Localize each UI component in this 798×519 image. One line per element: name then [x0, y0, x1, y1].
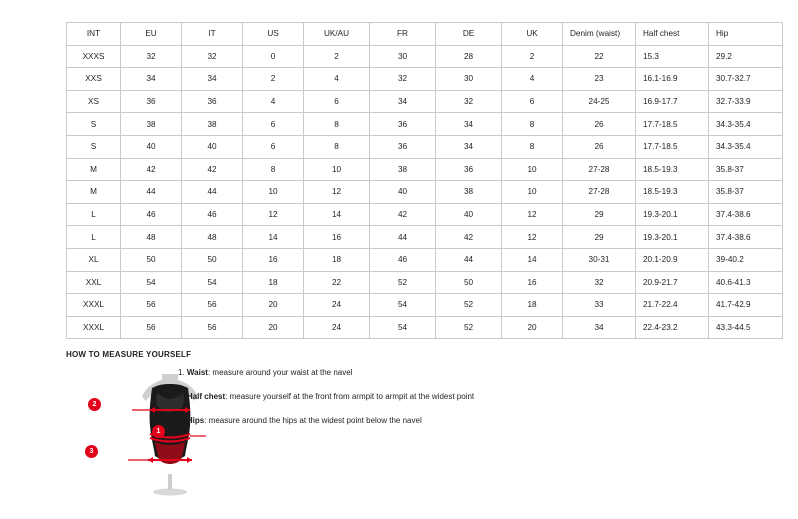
cell-uk: 4	[502, 68, 563, 91]
cell-it: 56	[182, 316, 243, 339]
table-row	[67, 90, 783, 113]
column-header-eu: EU	[121, 23, 182, 46]
instruction-term: Half chest	[186, 391, 226, 401]
cell-half-chest: 17.7-18.5	[636, 113, 709, 136]
column-header-uk: UK	[502, 23, 563, 46]
instruction-term: Waist	[186, 368, 208, 377]
cell-uk-au: 8	[304, 113, 370, 136]
callout-badge-3: 3	[85, 445, 98, 458]
cell-uk: 12	[502, 226, 563, 249]
cell-uk-au: 16	[304, 226, 370, 249]
cell-uk-au: 22	[304, 271, 370, 294]
size-chart-table-wrapper	[66, 22, 751, 339]
cell-uk: 20	[502, 316, 563, 339]
cell-half-chest: 18.5-19.3	[636, 181, 709, 204]
cell-hip: 30.7-32.7	[709, 68, 783, 91]
cell-denim-waist: 27-28	[563, 181, 636, 204]
cell-it: 38	[182, 113, 243, 136]
cell-int: XXXL	[67, 294, 121, 317]
cell-int: S	[67, 113, 121, 136]
table-row	[67, 158, 783, 181]
instruction-term: Hips	[186, 415, 205, 425]
measure-instructions	[178, 368, 598, 439]
column-header-denim-waist: Denim (waist)	[563, 23, 636, 46]
column-header-hip: Hip	[709, 23, 783, 46]
cell-hip: 37.4-38.6	[709, 226, 783, 249]
instruction-item-half-chest	[178, 392, 598, 403]
table-row	[67, 316, 783, 339]
cell-int: XL	[67, 248, 121, 271]
cell-half-chest: 17.7-18.5	[636, 135, 709, 158]
cell-denim-waist: 24-25	[563, 90, 636, 113]
cell-fr: 32	[370, 68, 436, 91]
cell-us: 12	[243, 203, 304, 226]
column-header-uk-au: UK/AU	[304, 23, 370, 46]
cell-eu: 56	[121, 294, 182, 317]
cell-us: 8	[243, 158, 304, 181]
cell-eu: 44	[121, 181, 182, 204]
cell-half-chest: 16.9-17.7	[636, 90, 709, 113]
cell-fr: 52	[370, 271, 436, 294]
cell-fr: 46	[370, 248, 436, 271]
cell-uk-au: 12	[304, 181, 370, 204]
cell-denim-waist: 34	[563, 316, 636, 339]
cell-de: 52	[436, 294, 502, 317]
column-header-us: US	[243, 23, 304, 46]
cell-half-chest: 16.1-16.9	[636, 68, 709, 91]
instruction-number: 1.	[178, 368, 185, 377]
table-row	[67, 45, 783, 68]
cell-denim-waist: 30-31	[563, 248, 636, 271]
column-header-half-chest: Half chest	[636, 23, 709, 46]
cell-it: 50	[182, 248, 243, 271]
cell-uk-au: 24	[304, 294, 370, 317]
cell-de: 32	[436, 90, 502, 113]
table-body	[67, 45, 783, 339]
column-header-int: INT	[67, 23, 121, 46]
how-to-measure-heading: HOW TO MEASURE YOURSELF	[66, 350, 192, 359]
cell-hip: 29.2	[709, 45, 783, 68]
cell-fr: 34	[370, 90, 436, 113]
cell-eu: 50	[121, 248, 182, 271]
cell-denim-waist: 23	[563, 68, 636, 91]
cell-it: 40	[182, 135, 243, 158]
table-row	[67, 248, 783, 271]
cell-uk: 18	[502, 294, 563, 317]
cell-fr: 42	[370, 203, 436, 226]
cell-denim-waist: 29	[563, 203, 636, 226]
cell-uk: 10	[502, 158, 563, 181]
cell-half-chest: 19.3-20.1	[636, 203, 709, 226]
cell-hip: 34.3-35.4	[709, 135, 783, 158]
cell-int: L	[67, 203, 121, 226]
cell-hip: 32.7-33.9	[709, 90, 783, 113]
column-header-de: DE	[436, 23, 502, 46]
cell-eu: 38	[121, 113, 182, 136]
cell-uk-au: 8	[304, 135, 370, 158]
cell-fr: 40	[370, 181, 436, 204]
table-row	[67, 135, 783, 158]
cell-eu: 46	[121, 203, 182, 226]
cell-hip: 35.8-37	[709, 181, 783, 204]
cell-it: 56	[182, 294, 243, 317]
cell-int: XXL	[67, 271, 121, 294]
cell-eu: 40	[121, 135, 182, 158]
cell-hip: 34.3-35.4	[709, 113, 783, 136]
cell-de: 40	[436, 203, 502, 226]
cell-denim-waist: 26	[563, 113, 636, 136]
cell-eu: 56	[121, 316, 182, 339]
cell-denim-waist: 27-28	[563, 158, 636, 181]
cell-uk-au: 24	[304, 316, 370, 339]
cell-int: XXS	[67, 68, 121, 91]
cell-uk-au: 14	[304, 203, 370, 226]
cell-us: 0	[243, 45, 304, 68]
cell-de: 28	[436, 45, 502, 68]
cell-de: 52	[436, 316, 502, 339]
cell-denim-waist: 33	[563, 294, 636, 317]
cell-us: 6	[243, 113, 304, 136]
cell-fr: 54	[370, 294, 436, 317]
cell-denim-waist: 32	[563, 271, 636, 294]
cell-half-chest: 18.5-19.3	[636, 158, 709, 181]
table-row	[67, 271, 783, 294]
cell-hip: 39-40.2	[709, 248, 783, 271]
cell-us: 18	[243, 271, 304, 294]
cell-de: 38	[436, 181, 502, 204]
instruction-number: 2.	[178, 391, 185, 401]
cell-half-chest: 19.3-20.1	[636, 226, 709, 249]
cell-int: S	[67, 135, 121, 158]
cell-de: 36	[436, 158, 502, 181]
table-row	[67, 181, 783, 204]
callout-badge-1: 1	[152, 425, 165, 438]
cell-hip: 35.8-37	[709, 158, 783, 181]
cell-us: 10	[243, 181, 304, 204]
cell-denim-waist: 22	[563, 45, 636, 68]
cell-uk: 16	[502, 271, 563, 294]
cell-it: 42	[182, 158, 243, 181]
instruction-text: : measure around your waist at the navel	[207, 368, 353, 377]
cell-hip: 40.6-41.3	[709, 271, 783, 294]
cell-fr: 30	[370, 45, 436, 68]
cell-it: 44	[182, 181, 243, 204]
cell-uk-au: 2	[304, 45, 370, 68]
cell-us: 6	[243, 135, 304, 158]
cell-us: 4	[243, 90, 304, 113]
cell-uk: 6	[502, 90, 563, 113]
table-header-row	[67, 23, 783, 46]
cell-uk-au: 10	[304, 158, 370, 181]
cell-int: XXXS	[67, 45, 121, 68]
cell-half-chest: 15.3	[636, 45, 709, 68]
cell-fr: 38	[370, 158, 436, 181]
cell-int: M	[67, 158, 121, 181]
cell-int: XS	[67, 90, 121, 113]
cell-fr: 36	[370, 113, 436, 136]
cell-de: 34	[436, 113, 502, 136]
column-header-it: IT	[182, 23, 243, 46]
table-row	[67, 203, 783, 226]
cell-int: XXXL	[67, 316, 121, 339]
instruction-item-waist	[178, 368, 598, 379]
table-row	[67, 294, 783, 317]
column-header-fr: FR	[370, 23, 436, 46]
table-row	[67, 226, 783, 249]
instruction-text: : measure yourself at the front from armpit to armpit at the widest point	[225, 391, 475, 401]
cell-uk: 2	[502, 45, 563, 68]
cell-us: 16	[243, 248, 304, 271]
cell-it: 34	[182, 68, 243, 91]
cell-hip: 43.3-44.5	[709, 316, 783, 339]
table-row	[67, 113, 783, 136]
cell-de: 50	[436, 271, 502, 294]
cell-it: 36	[182, 90, 243, 113]
cell-half-chest: 20.1-20.9	[636, 248, 709, 271]
cell-fr: 44	[370, 226, 436, 249]
cell-uk: 12	[502, 203, 563, 226]
cell-int: M	[67, 181, 121, 204]
cell-uk: 8	[502, 135, 563, 158]
cell-half-chest: 22.4-23.2	[636, 316, 709, 339]
cell-de: 42	[436, 226, 502, 249]
cell-eu: 48	[121, 226, 182, 249]
instruction-item-hips	[178, 416, 598, 427]
cell-half-chest: 20.9-21.7	[636, 271, 709, 294]
cell-it: 48	[182, 226, 243, 249]
cell-us: 14	[243, 226, 304, 249]
cell-uk-au: 18	[304, 248, 370, 271]
cell-denim-waist: 26	[563, 135, 636, 158]
table-row	[67, 68, 783, 91]
cell-de: 44	[436, 248, 502, 271]
cell-hip: 41.7-42.9	[709, 294, 783, 317]
cell-de: 34	[436, 135, 502, 158]
cell-eu: 32	[121, 45, 182, 68]
instruction-text: : measure around the hips at the widest point below the navel	[204, 415, 422, 425]
cell-uk-au: 4	[304, 68, 370, 91]
cell-it: 54	[182, 271, 243, 294]
cell-uk: 10	[502, 181, 563, 204]
cell-uk: 14	[502, 248, 563, 271]
cell-us: 20	[243, 316, 304, 339]
callout-badge-2: 2	[88, 398, 101, 411]
cell-denim-waist: 29	[563, 226, 636, 249]
cell-uk: 8	[502, 113, 563, 136]
cell-it: 32	[182, 45, 243, 68]
cell-eu: 34	[121, 68, 182, 91]
cell-hip: 37.4-38.6	[709, 203, 783, 226]
cell-us: 20	[243, 294, 304, 317]
cell-eu: 54	[121, 271, 182, 294]
cell-it: 46	[182, 203, 243, 226]
cell-de: 30	[436, 68, 502, 91]
cell-fr: 36	[370, 135, 436, 158]
cell-fr: 54	[370, 316, 436, 339]
cell-int: L	[67, 226, 121, 249]
size-chart-table	[66, 22, 783, 339]
instruction-number: 3.	[178, 415, 185, 425]
cell-eu: 36	[121, 90, 182, 113]
cell-half-chest: 21.7-22.4	[636, 294, 709, 317]
cell-us: 2	[243, 68, 304, 91]
cell-eu: 42	[121, 158, 182, 181]
cell-uk-au: 6	[304, 90, 370, 113]
